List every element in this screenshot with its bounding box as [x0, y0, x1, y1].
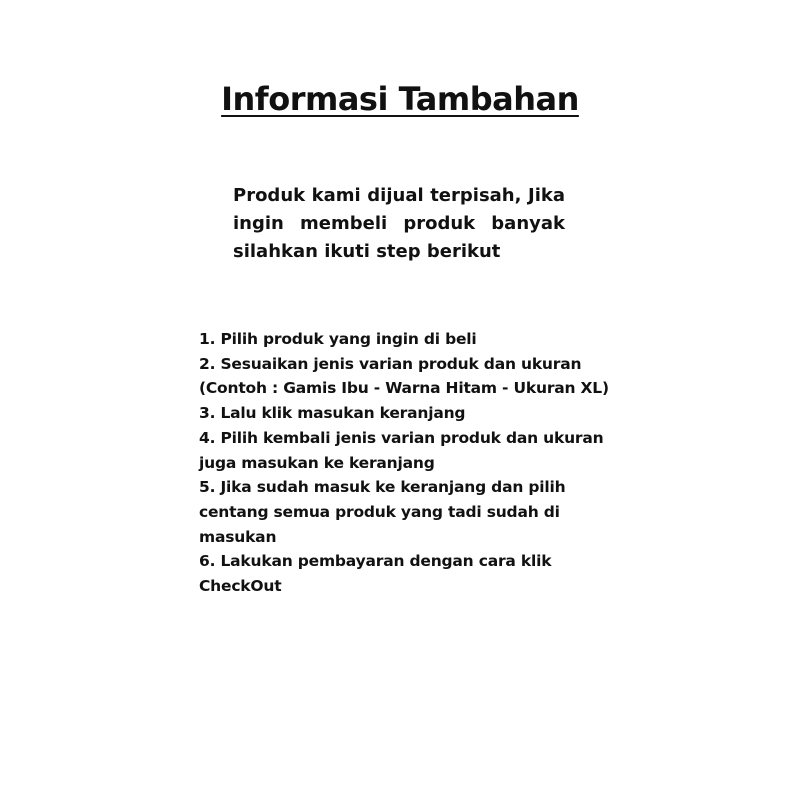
steps-list — [199, 327, 609, 599]
intro-paragraph: Produk kami dijual terpisah, Jika ingin membeli produk banyak silahkan ikuti step berikut — [233, 185, 565, 262]
page-title: Informasi Tambahan — [221, 80, 579, 118]
step-item: 4. Pilih kembali jenis varian produk dan ukuran juga masukan ke keranjang — [199, 428, 604, 472]
step-item: 5. Jika sudah masuk ke keranjang dan pilih centang semua produk yang tadi sudah di masukan — [199, 478, 566, 546]
step-item: 3. Lalu klik masukan keranjang — [199, 404, 466, 423]
step-item: 1. Pilih produk yang ingin di beli — [199, 330, 477, 348]
step-item: 2. Sesuaikan jenis varian produk dan ukuran (Contoh : Gamis Ibu - Warna Hitam - Ukuran XL) — [199, 354, 609, 398]
step-item: 6. Lakukan pembayaran dengan cara klik CheckOut — [199, 552, 552, 596]
